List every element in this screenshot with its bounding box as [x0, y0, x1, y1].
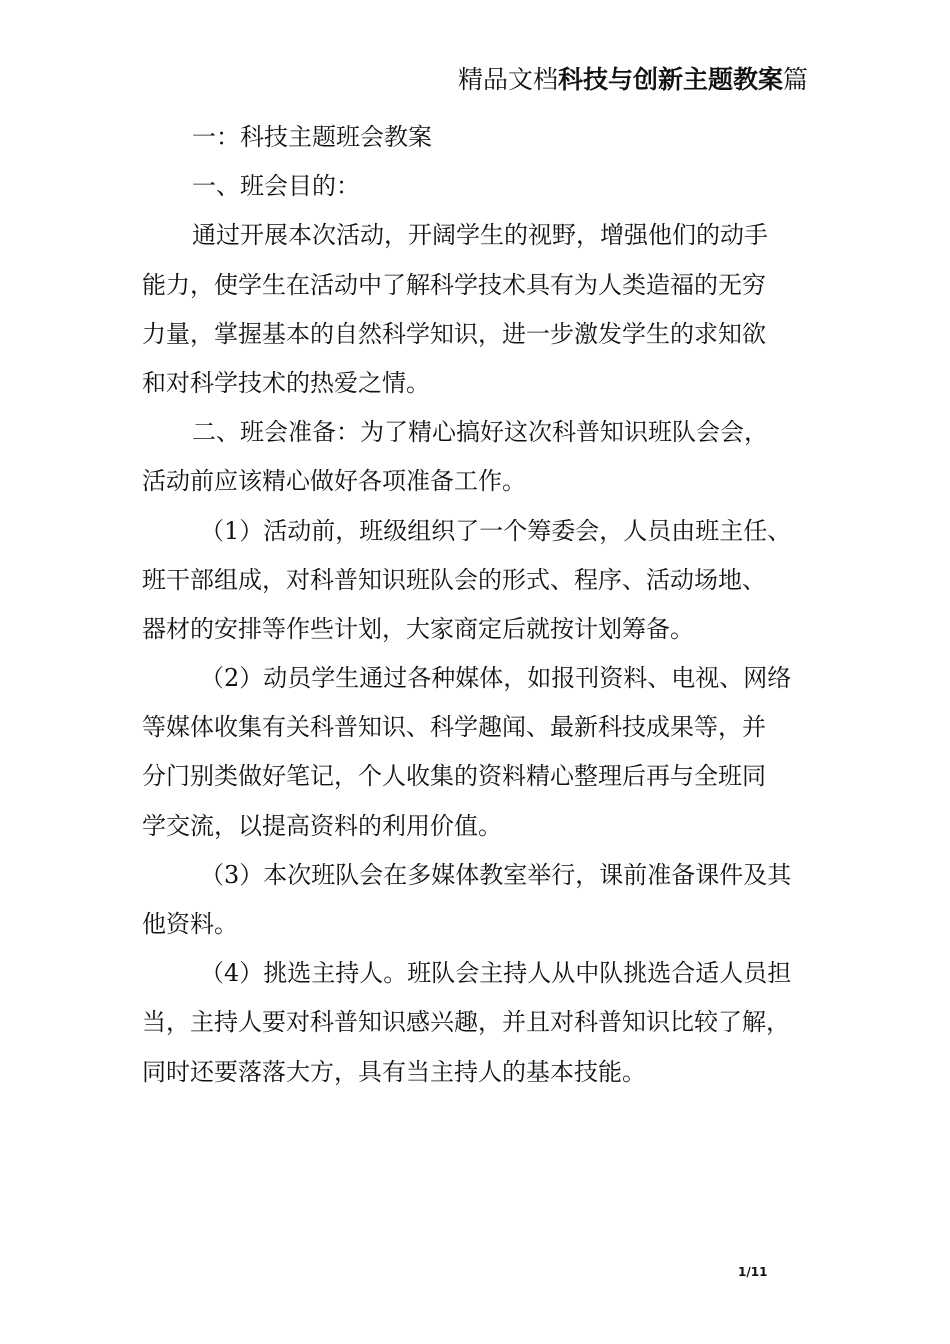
- document-body: [142, 113, 810, 1097]
- list-item-line: （1）活动前，班级组织了一个筹委会，人员由班主任、: [200, 516, 792, 545]
- paragraph-line: 通过开展本次活动，开阔学生的视野，增强他们的动手: [192, 221, 768, 250]
- list-item-line: 当，主持人要对科普知识感兴趣，并且对科普知识比较了解，: [142, 1008, 790, 1037]
- list-item-line: （4）挑选主持人。班队会主持人从中队挑选合适人员担: [200, 959, 792, 988]
- paragraph-line: 活动前应该精心做好各项准备工作。: [142, 467, 526, 496]
- list-item-line: 班干部组成，对科普知识班队会的形式、程序、活动场地、: [142, 565, 766, 594]
- paragraph-line: 二、班会准备：为了精心搞好这次科普知识班队会会，: [192, 418, 768, 447]
- document-title: 科技与创新主题教案: [557, 65, 783, 94]
- document-header: [458, 62, 808, 98]
- list-item-line: 他资料。: [142, 910, 238, 938]
- list-item-line: （2）动员学生通过各种媒体，如报刊资料、电视、网络: [200, 664, 792, 693]
- list-item-line: （3）本次班队会在多媒体教室举行，课前准备课件及其: [200, 860, 792, 889]
- list-item-line: 同时还要落落大方，具有当主持人的基本技能。: [142, 1057, 646, 1086]
- list-item-line: 学交流，以提高资料的利用价值。: [142, 811, 502, 840]
- paragraph-line: 和对科学技术的热爱之情。: [142, 368, 430, 397]
- header-prefix: 精品文档: [457, 65, 558, 94]
- list-item-line: 等媒体收集有关科普知识、科学趣闻、最新科技成果等，并: [142, 713, 766, 742]
- header-suffix: 篇: [782, 65, 808, 94]
- paragraph-line: 力量，掌握基本的自然科学知识，进一步激发学生的求知欲: [142, 319, 766, 348]
- section-heading: 一：科技主题班会教案: [192, 123, 432, 151]
- list-item-line: 分门别类做好笔记，个人收集的资料精心整理后再与全班同: [142, 762, 766, 791]
- subsection-heading: 一、班会目的：: [192, 172, 360, 201]
- page-number: 1/11: [738, 1265, 768, 1279]
- list-item-line: 器材的安排等作些计划，大家商定后就按计划筹备。: [142, 614, 694, 643]
- paragraph-line: 能力，使学生在活动中了解科学技术具有为人类造福的无穷: [142, 270, 766, 299]
